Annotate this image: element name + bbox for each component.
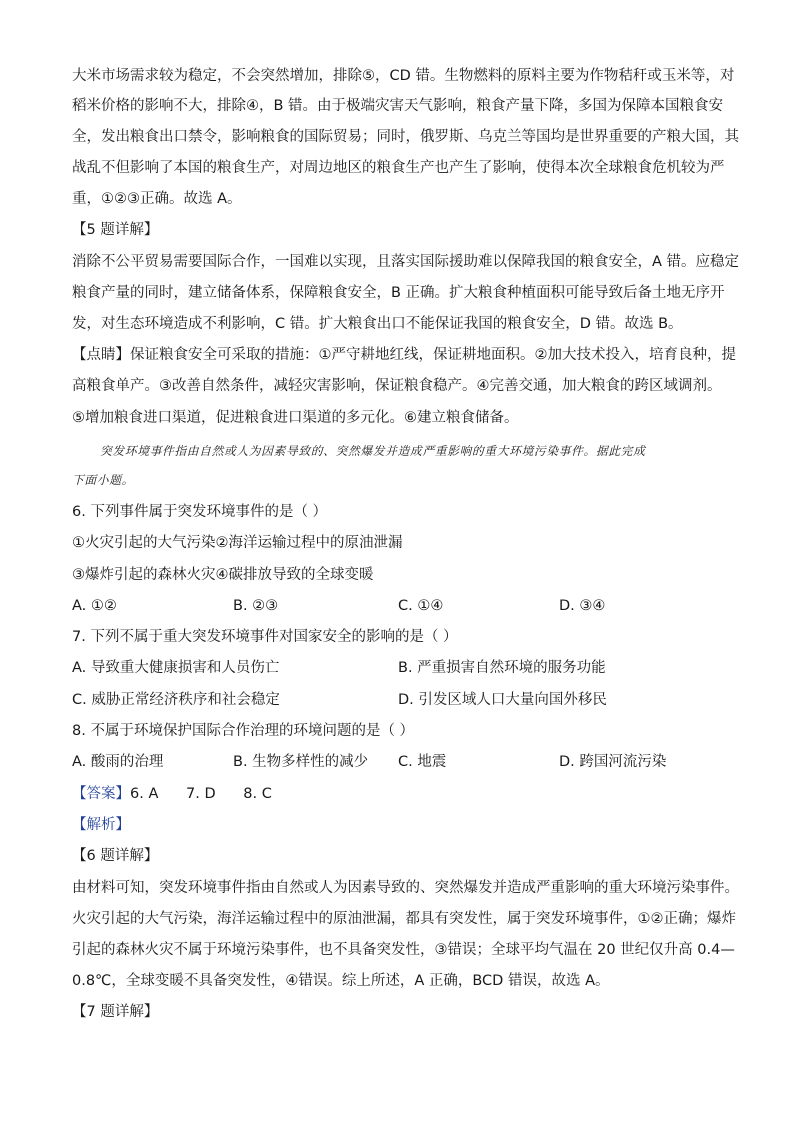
q6-item-line: ①火灾引起的大气污染②海洋运输过程中的原油泄漏 (72, 535, 403, 551)
q6-item-line: ③爆炸引起的森林火灾④碳排放导致的全球变暖 (72, 567, 374, 583)
tip-line: ⑤增加粮食进口渠道，促进粮食进口渠道的多元化。⑥建立粮食储备。 (72, 410, 519, 426)
analysis-line: 战乱不但影响了本国的粮食生产，对周边地区的粮食生产也产生了影响，使得本次全球粮食危机较为严 (72, 160, 725, 176)
q8-options (72, 752, 732, 772)
q6-option-d: D. ③④ (559, 598, 606, 614)
q6-option-c: C. ①④ (398, 598, 444, 614)
q6-detail-line: 0.8℃，全球变暖不具备突发性，④错误。综上所述，A 正确，BCD 错误，故选 A。 (72, 973, 610, 989)
q7-options-row (72, 690, 732, 710)
q6-detail-line: 引起的森林火灾不属于环境污染事件，也不具备突发性，③错误；全球平均气温在 20 世纪仅升高 0.4— (72, 942, 735, 958)
q8-stem: 8. 不属于环境保护国际合作治理的环境问题的是（ ） (72, 723, 415, 739)
q5-detail-line: 发，对生态环境造成不利影响，C 错。扩大粮食出口不能保证我国的粮食安全，D 错。故选 B。 (72, 316, 683, 332)
analysis-label: 【解析】 (72, 817, 130, 833)
q5-detail-line: 消除不公平贸易需要国际合作，一国难以实现，且落实国际援助难以保障我国的粮食安全，A 错。应稳定 (72, 254, 740, 270)
q7-options-row (72, 658, 732, 678)
analysis-line: 大米市场需求较为稳定，不会突然增加，排除⑤，CD 错。生物燃料的原料主要为作物秸秆或玉米等，对 (72, 68, 735, 84)
q6-option-b: B. ②③ (233, 598, 279, 614)
q6-options (72, 596, 732, 616)
tip-line: 高粮食单产。③改善自然条件，减轻灾害影响，保证粮食稳产。④完善交通，加大粮食的跨区域调剂。 (72, 378, 722, 394)
q6-detail-line: 由材料可知，突发环境事件指由自然或人为因素导致的、突然爆发并造成严重影响的重大环境污染事件。 (72, 880, 739, 896)
answer-label: 【答案】 (72, 786, 130, 802)
q8-option-d: D. 跨国河流污染 (559, 754, 667, 770)
tip-line (72, 345, 736, 365)
q5-heading: 【5 题详解】 (72, 222, 159, 238)
q7-stem: 7. 下列不属于重大突发环境事件对国家安全的影响的是（ ） (72, 629, 458, 645)
analysis-line: 重，①②③正确。故选 A。 (72, 191, 242, 207)
q6-detail-line: 火灾引起的大气污染，海洋运输过程中的原油泄漏，都具有突发性，属于突发环境事件，①②正确；爆炸 (72, 911, 736, 927)
passage-line: 下面小题。 (72, 473, 134, 487)
analysis-line: 稻米价格的影响不大，排除④，B 错。由于极端灾害天气影响，粮食产量下降，多国为保障本国粮食安 (72, 98, 724, 114)
q7-option-b: B. 严重损害自然环境的服务功能 (398, 660, 606, 676)
q7-option-a: A. 导致重大健康损害和人员伤亡 (72, 660, 280, 676)
q5-detail-line: 粮食产量的同时，建立储备体系，保障粮食安全，B 正确。扩大粮食种植面积可能导致后备土地无序开 (72, 285, 725, 301)
tip-text: 保证粮食安全可采取的措施：①严守耕地红线，保证耕地面积。②加大技术投入，培育良种，提 (130, 347, 736, 363)
q6-option-a: A. ①② (72, 598, 117, 614)
q8-option-a: A. 酸雨的治理 (72, 754, 164, 770)
q7-option-d: D. 引发区域人口大量向国外移民 (398, 692, 607, 708)
analysis-line: 全，发出粮食出口禁令，影响粮食的国际贸易；同时，俄罗斯、乌克兰等国均是世界重要的产粮大国，其 (72, 129, 739, 145)
answer-line (72, 784, 732, 804)
q6-heading: 【6 题详解】 (72, 848, 159, 864)
tip-label: 【点睛】 (72, 347, 130, 363)
passage-line: 突发环境事件指由自然或人为因素导致的、突然爆发并造成严重影响的重大环境污染事件。据此完成 (100, 444, 646, 458)
q7-option-c: C. 威胁正常经济秩序和社会稳定 (72, 692, 280, 708)
q8-option-c: C. 地震 (398, 754, 447, 770)
q6-stem: 6. 下列事件属于突发环境事件的是（ ） (72, 504, 328, 520)
q7-heading: 【7 题详解】 (72, 1004, 159, 1020)
answer-values: 6. A 7. D 8. C (130, 786, 272, 802)
q8-option-b: B. 生物多样性的减少 (233, 754, 369, 770)
